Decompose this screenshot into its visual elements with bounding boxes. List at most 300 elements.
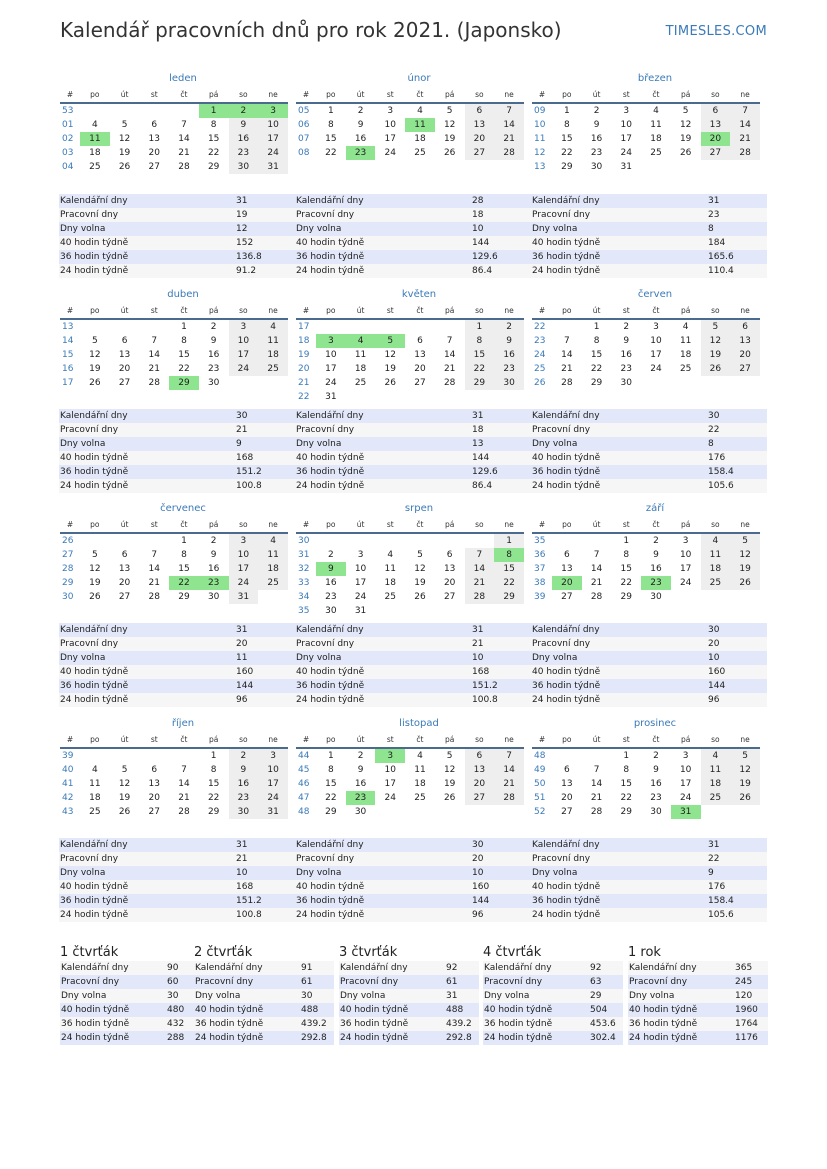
- day-cell[interactable]: 31: [258, 160, 288, 174]
- day-cell[interactable]: 1: [181, 322, 187, 332]
- day-cell[interactable]: 30: [229, 805, 259, 819]
- day-cell[interactable]: 24: [354, 592, 367, 602]
- day-cell[interactable]: 3: [682, 751, 689, 761]
- day-cell[interactable]: 16: [650, 779, 662, 789]
- day-cell[interactable]: 13: [730, 334, 760, 348]
- day-cell[interactable]: 21: [590, 793, 603, 803]
- day-cell[interactable]: 4: [417, 106, 423, 116]
- day-cell[interactable]: 23: [641, 576, 671, 590]
- day-cell[interactable]: 2: [623, 322, 630, 332]
- day-cell[interactable]: 4: [701, 748, 731, 763]
- day-cell[interactable]: 6: [151, 765, 158, 775]
- day-cell[interactable]: 19: [118, 148, 131, 158]
- day-cell[interactable]: 12: [118, 134, 131, 144]
- day-cell[interactable]: 28: [148, 378, 160, 388]
- day-cell[interactable]: 19: [89, 364, 101, 374]
- day-cell[interactable]: 17: [354, 578, 367, 588]
- day-cell[interactable]: 29: [590, 378, 603, 388]
- day-cell[interactable]: 30: [494, 376, 524, 390]
- day-cell[interactable]: 14: [494, 763, 524, 777]
- day-cell[interactable]: 27: [148, 807, 160, 817]
- day-cell[interactable]: 30: [620, 378, 632, 388]
- day-cell[interactable]: 11: [89, 779, 101, 789]
- day-cell[interactable]: 24: [679, 578, 692, 588]
- day-cell[interactable]: 14: [148, 350, 160, 360]
- day-cell[interactable]: 17: [650, 350, 662, 360]
- day-cell[interactable]: 20: [701, 132, 731, 146]
- day-cell[interactable]: 17: [258, 777, 288, 791]
- day-cell[interactable]: 14: [148, 564, 160, 574]
- day-cell[interactable]: 9: [623, 336, 630, 346]
- day-cell[interactable]: 4: [387, 550, 394, 560]
- day-cell[interactable]: 6: [563, 550, 570, 560]
- day-cell[interactable]: 27: [701, 146, 731, 160]
- day-cell[interactable]: 1: [181, 536, 187, 546]
- day-cell[interactable]: 29: [494, 590, 524, 604]
- day-cell[interactable]: 28: [494, 791, 524, 805]
- day-cell[interactable]: 3: [316, 334, 346, 348]
- day-cell[interactable]: 3: [357, 550, 364, 560]
- day-cell[interactable]: 25: [258, 362, 288, 376]
- day-cell[interactable]: 16: [590, 134, 603, 144]
- day-cell[interactable]: 23: [590, 148, 603, 158]
- day-cell[interactable]: 22: [325, 793, 337, 803]
- day-cell[interactable]: 12: [730, 548, 760, 562]
- day-cell[interactable]: 18: [650, 134, 662, 144]
- day-cell[interactable]: 7: [563, 336, 570, 346]
- day-cell[interactable]: 15: [207, 779, 220, 789]
- day-cell[interactable]: 17: [258, 132, 288, 146]
- day-cell[interactable]: 11: [650, 120, 662, 130]
- day-cell[interactable]: 24: [258, 791, 288, 805]
- day-cell[interactable]: 9: [653, 550, 659, 560]
- day-cell[interactable]: 9: [357, 120, 364, 130]
- day-cell[interactable]: 27: [465, 791, 495, 805]
- day-cell[interactable]: 5: [375, 334, 405, 348]
- day-cell[interactable]: 26: [443, 148, 456, 158]
- day-cell[interactable]: 6: [730, 319, 760, 334]
- day-cell[interactable]: 8: [181, 550, 187, 560]
- day-cell[interactable]: 29: [620, 807, 632, 817]
- day-cell[interactable]: 7: [465, 548, 495, 562]
- day-cell[interactable]: 20: [148, 793, 160, 803]
- day-cell[interactable]: 15: [207, 134, 220, 144]
- day-cell[interactable]: 22: [465, 362, 495, 376]
- day-cell[interactable]: 13: [148, 779, 160, 789]
- day-cell[interactable]: 7: [446, 336, 453, 346]
- day-cell[interactable]: 11: [701, 548, 731, 562]
- day-cell[interactable]: 6: [121, 550, 128, 560]
- day-cell[interactable]: 13: [561, 779, 573, 789]
- day-cell[interactable]: 25: [384, 592, 396, 602]
- day-cell[interactable]: 25: [258, 576, 288, 590]
- day-cell[interactable]: 30: [325, 606, 337, 616]
- day-cell[interactable]: 16: [207, 350, 220, 360]
- day-cell[interactable]: 28: [730, 146, 760, 160]
- day-cell[interactable]: 10: [679, 765, 692, 775]
- day-cell[interactable]: 28: [443, 378, 456, 388]
- day-cell[interactable]: 10: [258, 118, 288, 132]
- day-cell[interactable]: 29: [465, 376, 495, 390]
- day-cell[interactable]: 9: [316, 562, 346, 576]
- day-cell[interactable]: 15: [178, 350, 190, 360]
- day-cell[interactable]: 14: [590, 779, 603, 789]
- day-cell[interactable]: 2: [327, 550, 334, 560]
- day-cell[interactable]: 2: [653, 751, 659, 761]
- day-cell[interactable]: 13: [465, 118, 495, 132]
- day-cell[interactable]: 2: [210, 322, 217, 332]
- day-cell[interactable]: 15: [325, 134, 337, 144]
- day-cell[interactable]: 20: [552, 576, 582, 590]
- day-cell[interactable]: 4: [346, 334, 376, 348]
- day-cell[interactable]: 30: [207, 378, 220, 388]
- day-cell[interactable]: 18: [701, 562, 731, 576]
- day-cell[interactable]: 2: [357, 751, 364, 761]
- day-cell[interactable]: 5: [730, 533, 760, 548]
- day-cell[interactable]: 3: [387, 106, 394, 116]
- day-cell[interactable]: 10: [325, 350, 337, 360]
- day-cell[interactable]: 12: [679, 120, 692, 130]
- day-cell[interactable]: 18: [701, 777, 731, 791]
- day-cell[interactable]: 18: [258, 562, 288, 576]
- day-cell[interactable]: 27: [730, 362, 760, 376]
- day-cell[interactable]: 22: [620, 578, 632, 588]
- day-cell[interactable]: 14: [561, 350, 573, 360]
- day-cell[interactable]: 27: [118, 378, 131, 388]
- day-cell[interactable]: 26: [89, 592, 101, 602]
- day-cell[interactable]: 10: [384, 765, 396, 775]
- day-cell[interactable]: 8: [593, 336, 600, 346]
- day-cell[interactable]: 15: [465, 348, 495, 362]
- day-cell[interactable]: 27: [561, 592, 573, 602]
- day-cell[interactable]: 14: [494, 118, 524, 132]
- day-cell[interactable]: 29: [620, 592, 632, 602]
- day-cell[interactable]: 10: [650, 336, 662, 346]
- day-cell[interactable]: 17: [384, 134, 396, 144]
- day-cell[interactable]: 22: [207, 793, 220, 803]
- day-cell[interactable]: 10: [229, 548, 259, 562]
- day-cell[interactable]: 21: [494, 132, 524, 146]
- day-cell[interactable]: 18: [414, 779, 426, 789]
- day-cell[interactable]: 2: [229, 748, 259, 763]
- day-cell[interactable]: 16: [229, 777, 259, 791]
- day-cell[interactable]: 26: [118, 162, 131, 172]
- day-cell[interactable]: 10: [620, 120, 632, 130]
- day-cell[interactable]: 30: [354, 807, 367, 817]
- day-cell[interactable]: 30: [207, 592, 220, 602]
- day-cell[interactable]: 9: [210, 550, 217, 560]
- day-cell[interactable]: 6: [563, 765, 570, 775]
- day-cell[interactable]: 10: [384, 120, 396, 130]
- day-cell[interactable]: 1: [210, 751, 217, 761]
- day-cell[interactable]: 17: [679, 564, 692, 574]
- day-cell[interactable]: 16: [229, 132, 259, 146]
- day-cell[interactable]: 28: [561, 378, 573, 388]
- day-cell[interactable]: 5: [91, 550, 98, 560]
- day-cell[interactable]: 8: [623, 550, 630, 560]
- day-cell[interactable]: 2: [653, 536, 659, 546]
- day-cell[interactable]: 7: [181, 765, 187, 775]
- day-cell[interactable]: 28: [148, 592, 160, 602]
- day-cell[interactable]: 6: [151, 120, 158, 130]
- day-cell[interactable]: 22: [169, 576, 199, 590]
- day-cell[interactable]: 4: [701, 533, 731, 548]
- day-cell[interactable]: 16: [494, 348, 524, 362]
- day-cell[interactable]: 12: [443, 120, 456, 130]
- day-cell[interactable]: 13: [118, 564, 131, 574]
- day-cell[interactable]: 6: [465, 103, 495, 118]
- day-cell[interactable]: 13: [561, 564, 573, 574]
- day-cell[interactable]: 16: [354, 134, 367, 144]
- day-cell[interactable]: 5: [417, 550, 423, 560]
- day-cell[interactable]: 23: [325, 592, 337, 602]
- day-cell[interactable]: 22: [207, 148, 220, 158]
- day-cell[interactable]: 4: [91, 120, 98, 130]
- day-cell[interactable]: 29: [178, 592, 190, 602]
- day-cell[interactable]: 1: [593, 322, 600, 332]
- day-cell[interactable]: 3: [623, 106, 630, 116]
- day-cell[interactable]: 9: [210, 336, 217, 346]
- day-cell[interactable]: 23: [620, 364, 632, 374]
- day-cell[interactable]: 10: [229, 334, 259, 348]
- day-cell[interactable]: 11: [354, 350, 367, 360]
- day-cell[interactable]: 11: [258, 548, 288, 562]
- day-cell[interactable]: 9: [593, 120, 600, 130]
- day-cell[interactable]: 23: [229, 791, 259, 805]
- day-cell[interactable]: 19: [443, 134, 456, 144]
- day-cell[interactable]: 22: [494, 576, 524, 590]
- day-cell[interactable]: 23: [199, 576, 229, 590]
- day-cell[interactable]: 20: [443, 578, 456, 588]
- day-cell[interactable]: 26: [730, 791, 760, 805]
- day-cell[interactable]: 15: [561, 134, 573, 144]
- day-cell[interactable]: 4: [682, 322, 689, 332]
- day-cell[interactable]: 2: [210, 536, 217, 546]
- day-cell[interactable]: 20: [465, 777, 495, 791]
- day-cell[interactable]: 4: [91, 765, 98, 775]
- day-cell[interactable]: 11: [701, 763, 731, 777]
- day-cell[interactable]: 7: [593, 550, 600, 560]
- day-cell[interactable]: 3: [229, 533, 259, 548]
- day-cell[interactable]: 25: [701, 791, 731, 805]
- day-cell[interactable]: 23: [346, 146, 376, 160]
- day-cell[interactable]: 31: [258, 805, 288, 819]
- day-cell[interactable]: 25: [414, 148, 426, 158]
- day-cell[interactable]: 19: [443, 779, 456, 789]
- day-cell[interactable]: 2: [593, 106, 600, 116]
- day-cell[interactable]: 26: [701, 362, 731, 376]
- day-cell[interactable]: 11: [414, 765, 426, 775]
- day-cell[interactable]: 26: [443, 793, 456, 803]
- day-cell[interactable]: 26: [730, 576, 760, 590]
- day-cell[interactable]: 18: [354, 364, 367, 374]
- day-cell[interactable]: 27: [148, 162, 160, 172]
- day-cell[interactable]: 18: [414, 134, 426, 144]
- day-cell[interactable]: 28: [465, 590, 495, 604]
- day-cell[interactable]: 15: [620, 564, 632, 574]
- day-cell[interactable]: 26: [414, 592, 426, 602]
- day-cell[interactable]: 16: [325, 578, 337, 588]
- day-cell[interactable]: 21: [443, 364, 456, 374]
- day-cell[interactable]: 29: [325, 807, 337, 817]
- day-cell[interactable]: 27: [118, 592, 131, 602]
- day-cell[interactable]: 24: [620, 148, 632, 158]
- day-cell[interactable]: 31: [325, 392, 337, 402]
- day-cell[interactable]: 22: [325, 148, 337, 158]
- day-cell[interactable]: 19: [730, 777, 760, 791]
- day-cell[interactable]: 24: [258, 146, 288, 160]
- day-cell[interactable]: 19: [730, 562, 760, 576]
- day-cell[interactable]: 11: [679, 336, 692, 346]
- day-cell[interactable]: 5: [446, 751, 453, 761]
- day-cell[interactable]: 1: [327, 106, 334, 116]
- day-cell[interactable]: 2: [229, 103, 259, 118]
- day-cell[interactable]: 6: [121, 336, 128, 346]
- day-cell[interactable]: 27: [561, 807, 573, 817]
- day-cell[interactable]: 16: [354, 779, 367, 789]
- day-cell[interactable]: 28: [178, 162, 190, 172]
- day-cell[interactable]: 8: [327, 120, 334, 130]
- day-cell[interactable]: 4: [258, 319, 288, 334]
- day-cell[interactable]: 14: [443, 350, 456, 360]
- day-cell[interactable]: 20: [118, 364, 131, 374]
- day-cell[interactable]: 21: [148, 578, 160, 588]
- day-cell[interactable]: 19: [384, 364, 396, 374]
- day-cell[interactable]: 17: [229, 348, 259, 362]
- day-cell[interactable]: 15: [494, 562, 524, 576]
- day-cell[interactable]: 8: [327, 765, 334, 775]
- day-cell[interactable]: 8: [563, 120, 570, 130]
- day-cell[interactable]: 7: [494, 748, 524, 763]
- day-cell[interactable]: 6: [465, 748, 495, 763]
- day-cell[interactable]: 5: [682, 106, 689, 116]
- day-cell[interactable]: 18: [679, 350, 692, 360]
- day-cell[interactable]: 28: [494, 146, 524, 160]
- day-cell[interactable]: 20: [730, 348, 760, 362]
- day-cell[interactable]: 9: [229, 763, 259, 777]
- day-cell[interactable]: 19: [679, 134, 692, 144]
- day-cell[interactable]: 3: [375, 748, 405, 763]
- day-cell[interactable]: 25: [354, 378, 367, 388]
- day-cell[interactable]: 4: [653, 106, 659, 116]
- day-cell[interactable]: 8: [623, 765, 630, 775]
- day-cell[interactable]: 12: [414, 564, 426, 574]
- day-cell[interactable]: 13: [148, 134, 160, 144]
- day-cell[interactable]: 18: [89, 148, 101, 158]
- day-cell[interactable]: 1: [563, 106, 570, 116]
- day-cell[interactable]: 6: [701, 103, 731, 118]
- day-cell[interactable]: 26: [384, 378, 396, 388]
- day-cell[interactable]: 12: [443, 765, 456, 775]
- day-cell[interactable]: 24: [679, 793, 692, 803]
- day-cell[interactable]: 30: [650, 592, 662, 602]
- day-cell[interactable]: 21: [590, 578, 603, 588]
- day-cell[interactable]: 31: [620, 162, 632, 172]
- day-cell[interactable]: 24: [384, 793, 396, 803]
- day-cell[interactable]: 26: [118, 807, 131, 817]
- day-cell[interactable]: 14: [178, 134, 190, 144]
- day-cell[interactable]: 7: [494, 103, 524, 118]
- day-cell[interactable]: 13: [465, 763, 495, 777]
- day-cell[interactable]: 19: [701, 348, 731, 362]
- day-cell[interactable]: 5: [121, 120, 128, 130]
- day-cell[interactable]: 1: [623, 536, 630, 546]
- day-cell[interactable]: 8: [210, 765, 217, 775]
- day-cell[interactable]: 7: [151, 336, 158, 346]
- day-cell[interactable]: 29: [207, 162, 220, 172]
- day-cell[interactable]: 16: [650, 564, 662, 574]
- day-cell[interactable]: 17: [325, 364, 337, 374]
- day-cell[interactable]: 31: [229, 590, 259, 604]
- day-cell[interactable]: 17: [229, 562, 259, 576]
- day-cell[interactable]: 5: [446, 106, 453, 116]
- day-cell[interactable]: 18: [258, 348, 288, 362]
- day-cell[interactable]: 20: [148, 148, 160, 158]
- day-cell[interactable]: 9: [653, 765, 659, 775]
- day-cell[interactable]: 24: [650, 364, 662, 374]
- day-cell[interactable]: 7: [593, 765, 600, 775]
- day-cell[interactable]: 7: [730, 103, 760, 118]
- day-cell[interactable]: 16: [207, 564, 220, 574]
- day-cell[interactable]: 8: [181, 336, 187, 346]
- day-cell[interactable]: 12: [701, 334, 731, 348]
- day-cell[interactable]: 2: [357, 106, 364, 116]
- day-cell[interactable]: 24: [229, 576, 259, 590]
- day-cell[interactable]: 5: [701, 319, 731, 334]
- day-cell[interactable]: 12: [89, 564, 101, 574]
- day-cell[interactable]: 29: [561, 162, 573, 172]
- day-cell[interactable]: 26: [679, 148, 692, 158]
- day-cell[interactable]: 13: [118, 350, 131, 360]
- day-cell[interactable]: 7: [181, 120, 187, 130]
- day-cell[interactable]: 30: [229, 160, 259, 174]
- day-cell[interactable]: 21: [178, 148, 190, 158]
- day-cell[interactable]: 24: [229, 362, 259, 376]
- day-cell[interactable]: 1: [623, 751, 630, 761]
- day-cell[interactable]: 20: [465, 132, 495, 146]
- day-cell[interactable]: 12: [730, 763, 760, 777]
- day-cell[interactable]: 21: [730, 132, 760, 146]
- day-cell[interactable]: 21: [178, 793, 190, 803]
- day-cell[interactable]: 25: [701, 576, 731, 590]
- day-cell[interactable]: 12: [384, 350, 396, 360]
- day-cell[interactable]: 1: [465, 319, 495, 334]
- day-cell[interactable]: 20: [414, 364, 426, 374]
- day-cell[interactable]: 24: [384, 148, 396, 158]
- day-cell[interactable]: 17: [384, 779, 396, 789]
- day-cell[interactable]: 22: [561, 148, 573, 158]
- day-cell[interactable]: 27: [465, 146, 495, 160]
- day-cell[interactable]: 19: [118, 793, 131, 803]
- day-cell[interactable]: 21: [148, 364, 160, 374]
- day-cell[interactable]: 25: [650, 148, 662, 158]
- day-cell[interactable]: 22: [590, 364, 603, 374]
- day-cell[interactable]: 21: [494, 777, 524, 791]
- day-cell[interactable]: 24: [325, 378, 337, 388]
- day-cell[interactable]: 14: [730, 118, 760, 132]
- day-cell[interactable]: 22: [620, 793, 632, 803]
- day-cell[interactable]: 14: [178, 779, 190, 789]
- day-cell[interactable]: 23: [494, 362, 524, 376]
- day-cell[interactable]: 3: [258, 103, 288, 118]
- day-cell[interactable]: 31: [354, 606, 367, 616]
- day-cell[interactable]: 15: [178, 564, 190, 574]
- day-cell[interactable]: 20: [118, 578, 131, 588]
- day-cell[interactable]: 6: [446, 550, 453, 560]
- day-cell[interactable]: 10: [258, 763, 288, 777]
- day-cell[interactable]: 27: [414, 378, 426, 388]
- day-cell[interactable]: 16: [620, 350, 632, 360]
